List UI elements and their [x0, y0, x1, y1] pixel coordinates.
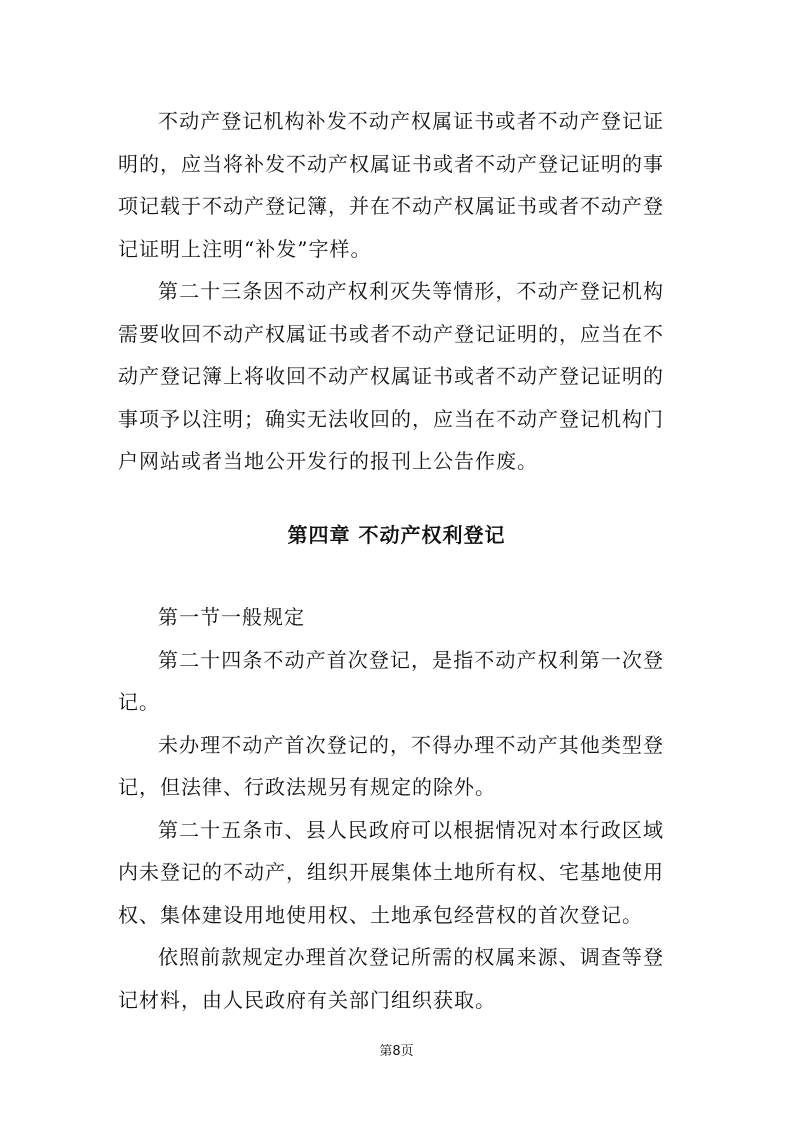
paragraph-reissue: 不动产登记机构补发不动产权属证书或者不动产登记证明的，应当将补发不动产权属证书或者不动产登记证明的事项记载于不动产登记簿，并在不动产权属证书或者不动产登记证明上注明“补发”字样。 [118, 109, 664, 261]
paragraph-article-25: 第二十五条市、县人民政府可以根据情况对本行政区域内未登记的不动产，组织开展集体土地所有权、宅基地使用权、集体建设用地使用权、土地承包经营权的首次登记。 [118, 817, 664, 927]
chapter-title: 第四章 不动产权利登记 [287, 523, 506, 547]
page-number: 第8页 [379, 1044, 414, 1059]
section-heading: 第一节一般规定 [158, 605, 305, 629]
text-block-top [118, 100, 664, 483]
paragraph-unregistered: 未办理不动产首次登记的，不得办理不动产其他类型登记，但法律、行政法规另有规定的除外。 [118, 732, 664, 799]
paragraph-article-23: 第二十三条因不动产权利灭失等情形，不动产登记机构需要收回不动产权属证书或者不动产登记证明的，应当在不动产登记簿上将收回不动产权属证书或者不动产登记证明的事项予以注明；确实无法收回的，应当在不动产登记机构门户网站或者当地公开发行的报刊上公告作废。 [118, 279, 664, 473]
text-block-bottom [118, 596, 664, 1021]
paragraph-materials: 依照前款规定办理首次登记所需的权属来源、调查等登记材料，由人民政府有关部门组织获取。 [118, 945, 664, 1012]
paragraph-article-24: 第二十四条不动产首次登记，是指不动产权利第一次登记。 [118, 647, 664, 714]
